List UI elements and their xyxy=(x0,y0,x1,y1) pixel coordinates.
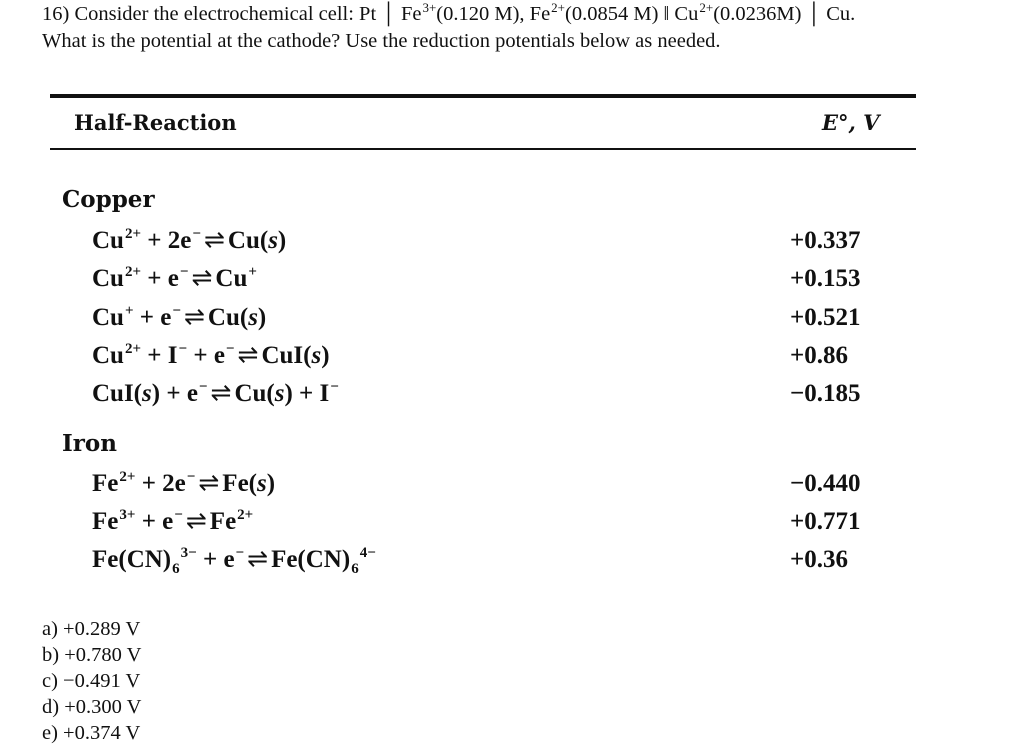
option-a[interactable]: a) +0.289 V xyxy=(42,618,141,640)
potential-iron-3: +0.36 xyxy=(790,546,848,573)
potential-iron-1: −0.440 xyxy=(790,470,861,497)
cu-charge: 2+ xyxy=(699,0,714,15)
question-prefix: Consider the electrochemical cell: Pt xyxy=(74,3,377,25)
fe3-charge: 3+ xyxy=(422,0,437,15)
reaction-iron-1: $Fe^{2+} + 2e^-$ ⇌ Fe(s) xyxy=(92,469,276,497)
potential-copper-3: +0.521 xyxy=(790,304,861,331)
question-number: 16) xyxy=(42,3,70,25)
question-line-2: What is the potential at the cathode? Use the reduction potentials below as needed. xyxy=(42,30,721,52)
reaction-iron-2: $Fe^{3+} + e^-$ ⇌ $Fe^{2+}$ xyxy=(92,507,254,535)
fe2-conc: (0.0854 M) xyxy=(565,3,659,25)
reaction-copper-4: $Cu^{2+} + I^- + e^-$ ⇌ CuI(s) xyxy=(92,341,330,369)
cu-label: Cu xyxy=(674,3,699,25)
potential-copper-5: −0.185 xyxy=(790,380,861,407)
cell-separator: │ xyxy=(376,3,401,25)
salt-bridge: ‖ xyxy=(658,3,675,25)
option-d[interactable]: d) +0.300 V xyxy=(42,696,142,718)
cu-conc: (0.0236M) xyxy=(713,3,802,25)
section-iron: Iron xyxy=(62,430,117,457)
table-header-rule xyxy=(50,148,916,150)
potential-copper-4: +0.86 xyxy=(790,342,848,369)
fe3-label: Fe xyxy=(400,3,422,25)
reaction-copper-1: $Cu^{2+} + 2e^-$ ⇌ Cu(s) xyxy=(92,226,287,254)
option-b[interactable]: b) +0.780 V xyxy=(42,644,142,666)
reaction-copper-3: Cu+ + e− ⇌ Cu(s) xyxy=(92,303,267,331)
potential-copper-2: +0.153 xyxy=(790,265,861,292)
cell-separator-2: │ xyxy=(801,3,827,25)
question-line-1 xyxy=(42,2,855,28)
section-copper: Copper xyxy=(62,186,155,213)
table-header-half-reaction: Half-Reaction xyxy=(74,110,237,135)
fe2-charge: 2+ xyxy=(551,0,566,15)
option-e[interactable]: e) +0.374 V xyxy=(42,722,141,744)
table-header-potential: E°, V xyxy=(822,110,880,135)
reaction-iron-3: $Fe(CN)_6^{3-} + e^-$ ⇌ $Fe(CN)_6^{4-}$ xyxy=(92,545,376,577)
reaction-copper-2: $Cu^{2+} + e^-$ ⇌ Cu+ xyxy=(92,264,257,292)
table-top-rule xyxy=(50,94,916,98)
option-c[interactable]: c) −0.491 V xyxy=(42,670,141,692)
potential-iron-2: +0.771 xyxy=(790,508,861,535)
fe3-conc: (0.120 M), Fe xyxy=(436,3,551,25)
question-suffix: Cu. xyxy=(826,3,856,25)
reaction-copper-5: CuI(s) + e− ⇌ Cu(s) + I− xyxy=(92,379,339,407)
potential-copper-1: +0.337 xyxy=(790,227,861,254)
